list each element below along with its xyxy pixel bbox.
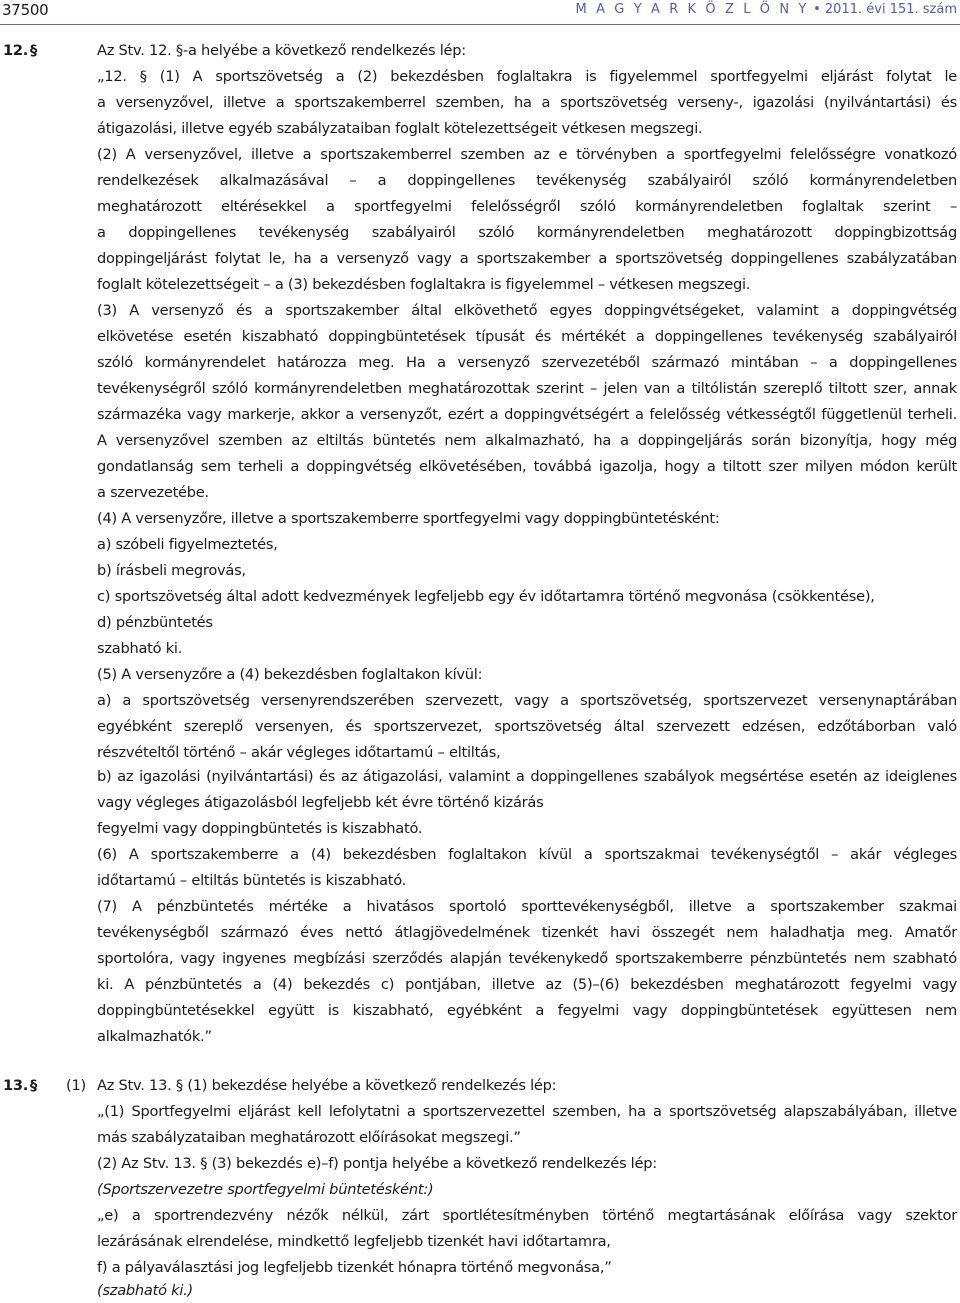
- running-head: M A G Y A R K Ö Z L Ö N Y • 2011. évi 151. szám: [575, 2, 957, 17]
- item-intro: Az Stv. 12. §-a helyébe a következő rendelkezés lép:: [97, 42, 466, 59]
- issue-label: 2011. évi 151. szám: [824, 2, 957, 17]
- text-line: szóló kormányrendelet határozza meg. Ha a versenyző szervezetéből származó mintában – a doppingellenes: [97, 354, 957, 371]
- text-line: a doppingellenes tevékenység szabályairól szóló kormányrendeletben meghatározott doppingbizottság: [97, 224, 957, 241]
- list-item: b) írásbeli megrovás,: [97, 562, 246, 579]
- text-line: „(1) Sportfegyelmi eljárást kell lefolytatni a sportszervezettel szemben, ha a sportszövetség alapszabályában, illetve: [97, 1103, 957, 1120]
- text-line: meghatározott eltérésekkel a sportfegyelmi felelősségről szóló kormányrendeletben foglaltak szerint –: [97, 198, 957, 215]
- text-line: (2) Az Stv. 13. § (3) bekezdés e)–f) pontja helyébe a következő rendelkezés lép:: [97, 1155, 657, 1172]
- list-item: a) a sportszövetség versenyrendszerében szervezett, vagy a sportszövetség, sportszervezet versenynaptárában: [97, 692, 957, 709]
- list-item: b) az igazolási (nyilvántartási) és az átigazolási, valamint a doppingellenes szabályok megsértése esetén az ideiglenes: [97, 768, 957, 785]
- item-intro: Az Stv. 13. § (1) bekezdése helyébe a következő rendelkezés lép:: [97, 1077, 557, 1094]
- text-line: alkalmazhatók.”: [97, 1028, 212, 1045]
- text-line: (6) A sportszakemberre a (4) bekezdésben foglaltakon kívül a sportszakmai tevékenységtől – akár végleges: [97, 846, 957, 863]
- text-line: sportolóra, vagy ingyenes megbízási szerződés alapján tevékenykedő sportszakemberre pénzbüntetés nem szabható: [97, 950, 957, 967]
- page-number: 37500: [2, 1, 49, 19]
- text-line: (3) A versenyző és a sportszakember által elkövethető egyes doppingvétségeket, valamint a doppingvétség: [97, 302, 957, 319]
- text-line: (7) A pénzbüntetés mértéke a hivatásos sportoló sporttevékenységből, illetve a sportszakember szakmai: [97, 898, 957, 915]
- text-line: a versenyzővel, illetve a sportszakemberrel szemben, ha a sportszövetség verseny-, igazolási (nyilvántartási) és: [97, 94, 957, 111]
- list-item: f) a pályaválasztási jog legfeljebb tizenkét hónapra történő megvonása,”: [97, 1259, 612, 1276]
- text-line: fegyelmi vagy doppingbüntetés is kiszabható.: [97, 820, 423, 837]
- item-number: 12.: [3, 42, 29, 59]
- text-line: (2) A versenyzővel, illetve a sportszakemberrel szemben az e törvényben a sportfegyelmi felelősségre vonatkozó: [97, 146, 957, 163]
- text-line: (4) A versenyzőre, illetve a sportszakemberre sportfegyelmi vagy doppingbüntetésként:: [97, 510, 720, 527]
- text-line: (5) A versenyzőre a (4) bekezdésben foglaltakon kívül:: [97, 666, 483, 683]
- section-sign: §: [30, 1077, 38, 1094]
- text-line: időtartamú – eltiltás büntetés is kiszabható.: [97, 872, 407, 889]
- header-rule: [0, 24, 960, 25]
- text-line: egyébként szereplő versenyen, és sportszervezet, sportszövetség által szervezett edzésen, edzőtáborban való: [97, 718, 957, 735]
- text-line: foglalt kötelezettségeit – a (3) bekezdésben foglaltakra is figyelemmel – vétkesen megszegi.: [97, 276, 751, 293]
- item-number: 13.: [3, 1077, 29, 1094]
- text-line: átigazolási, illetve egyéb szabályzataiban foglalt kötelezettségeit vétkesen megszegi.: [97, 120, 703, 137]
- text-line: elkövetése esetén kiszabható doppingbüntetések típusát és mértékét a doppingellenes tevékenység szabályairól: [97, 328, 957, 345]
- text-line: doppingeljárást folytat le, ha a versenyző vagy a sportszakember a sportszövetség doppingellenes szabályzatában: [97, 250, 957, 267]
- text-line: más szabályzataiban meghatározott előírásokat megszegi.”: [97, 1129, 521, 1146]
- list-item: a) szóbeli figyelmeztetés,: [97, 536, 278, 553]
- text-line: doppingbüntetésekkel együtt is kiszabható, egyébként a fegyelmi vagy doppingbüntetések együttesen nem: [97, 1002, 957, 1019]
- subsection-number: (1): [66, 1077, 86, 1094]
- text-line: „12. § (1) A sportszövetség a (2) bekezdésben foglaltakra is figyelemmel sportfegyelmi eljárást folytat le: [97, 68, 957, 85]
- text-line: lezárásának elrendelése, mindkettő legfeljebb tizenkét havi időtartamra,: [97, 1233, 611, 1250]
- text-line: a szervezetébe.: [97, 484, 209, 501]
- text-line: tevékenységből származó éves nettó átlagjövedelmének tizenkét havi összegét nem haladhatja meg. Amatőr: [97, 924, 957, 941]
- text-line: szabható ki.: [97, 640, 183, 657]
- list-item: d) pénzbüntetés: [97, 614, 213, 631]
- text-line: részvételtől történő – akár végleges időtartamú – eltiltás,: [97, 744, 501, 761]
- text-line: vagy végleges átigazolásból legfeljebb két évre történő kizárás: [97, 794, 544, 811]
- italic-caption: (Sportszervezetre sportfegyelmi büntetésként:): [97, 1181, 434, 1198]
- section-sign: §: [30, 42, 38, 59]
- text-line: rendelkezések alkalmazásával – a doppingellenes tevékenység szabályairól szóló kormányrendeletben: [97, 172, 957, 189]
- text-line: ki. A pénzbüntetés a (4) bekezdés c) pontjában, illetve az (5)–(6) bekezdésben meghatározott fegyelmi vagy: [97, 976, 957, 993]
- text-line: „e) a sportrendezvény nézők nélkül, zárt sportlétesítményben történő megtartásának előírása vagy szektor: [97, 1207, 957, 1224]
- page-header: [0, 0, 960, 22]
- italic-caption: (szabható ki.): [97, 1282, 193, 1299]
- text-line: tevékenységről szóló kormányrendeletben meghatározottak szerint – jelen van a tiltólistán szereplő tiltott szer, annak: [97, 380, 957, 397]
- text-line: gondatlanság sem terheli a doppingvétség elkövetésében, továbbá igazolja, hogy a tiltott szer milyen módon került: [97, 458, 957, 475]
- list-item: c) sportszövetség által adott kedvezmények legfeljebb egy év időtartamra történő megvonása (csökkentése),: [97, 588, 875, 605]
- text-line: származéka vagy markerje, akkor a versenyzőt, ezért a doppingvétségért a felelősség vétkességtől függetlenül terheli.: [97, 406, 957, 423]
- gazette-title: M A G Y A R K Ö Z L Ö N Y: [575, 2, 809, 17]
- text-line: A versenyzővel szemben az eltiltás büntetés nem alkalmazható, ha a doppingeljárás során bizonyítja, hogy még: [97, 432, 957, 449]
